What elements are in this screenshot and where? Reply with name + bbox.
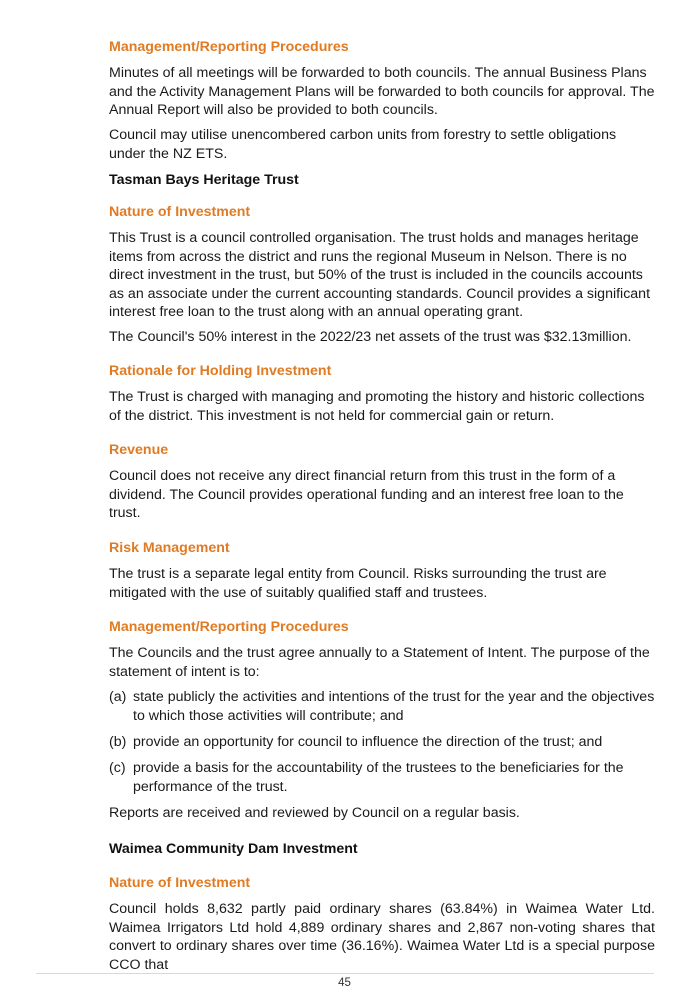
list-item <box>109 688 655 725</box>
paragraph-reports-reviewed: Reports are received and reviewed by Council on a regular basis. <box>109 805 520 821</box>
paragraph-minutes: Minutes of all meetings will be forwarded to both councils. The annual Business Plans and the Activity Management Plans will be forwarded to both councils for approval. The Annual Report will also be provided to both councils. <box>109 65 655 119</box>
paragraph-carbon-units: Council may utilise unencombered carbon units from forestry to settle obligations under the NZ ETS. <box>109 127 617 162</box>
section-title-tasman-bays-heritage-trust: Tasman Bays Heritage Trust <box>109 172 299 188</box>
list-item-label: (b) <box>109 734 127 750</box>
list-item <box>109 733 655 752</box>
list-item-text: provide an opportunity for council to influence the direction of the trust; and <box>133 734 603 750</box>
paragraph-revenue: Council does not receive any direct financial return from this trust in the form of a dividend. The Council provides operational funding and an interest free loan to the trust. <box>109 468 624 522</box>
paragraph-trust-nature: This Trust is a council controlled organisation. The trust holds and manages heritage items from across the district and runs the regional Museum in Nelson. There is no direct investment in the trust, but 50% of the trust is included in the councils accounts as an associate under the current accounting standards. Council provides a significant interest free loan to the trust along with an annual operating grant. <box>109 230 651 321</box>
paragraph-waimea-shares: Council holds 8,632 partly paid ordinary shares (63.84%) in Waimea Water Ltd. Waimea Irrigators Ltd hold 4,889 ordinary shares and 2,867 non-voting shares that convert to ordinary shares over time (36.16%). Waimea Water Ltd is a special purpose CCO that <box>109 901 655 973</box>
section-heading-management-reporting: Management/Reporting Procedures <box>109 39 349 55</box>
paragraph-rationale: The Trust is charged with managing and promoting the history and historic collections of the district. This investment is not held for commercial gain or return. <box>109 389 645 424</box>
list-item-text: provide a basis for the accountability of the trustees to the beneficiaries for the performance of the trust. <box>133 760 624 795</box>
subheading-revenue: Revenue <box>109 442 169 458</box>
subheading-risk-management: Risk Management <box>109 540 230 556</box>
list-item-text: state publicly the activities and intentions of the trust for the year and the objectives to which those activities will contribute; and <box>133 689 655 724</box>
list-item-label: (c) <box>109 760 126 776</box>
list-item <box>109 759 655 796</box>
subheading-rationale: Rationale for Holding Investment <box>109 363 332 379</box>
subheading-management-reporting: Management/Reporting Procedures <box>109 619 349 635</box>
footer-divider <box>36 973 654 974</box>
paragraph-risk: The trust is a separate legal entity from Council. Risks surrounding the trust are mitigated with the use of suitably qualified staff and trustees. <box>109 566 607 601</box>
list-item-label: (a) <box>109 689 127 705</box>
section-title-waimea-community-dam: Waimea Community Dam Investment <box>109 841 358 857</box>
page-number: 45 <box>338 977 351 989</box>
paragraph-trust-net-assets: The Council's 50% interest in the 2022/23 net assets of the trust was $32.13million. <box>109 329 632 345</box>
subheading-nature-of-investment: Nature of Investment <box>109 204 251 220</box>
subheading-waimea-nature-of-investment: Nature of Investment <box>109 875 251 891</box>
paragraph-statement-of-intent: The Councils and the trust agree annually to a Statement of Intent. The purpose of the statement of intent is to: <box>109 645 650 680</box>
